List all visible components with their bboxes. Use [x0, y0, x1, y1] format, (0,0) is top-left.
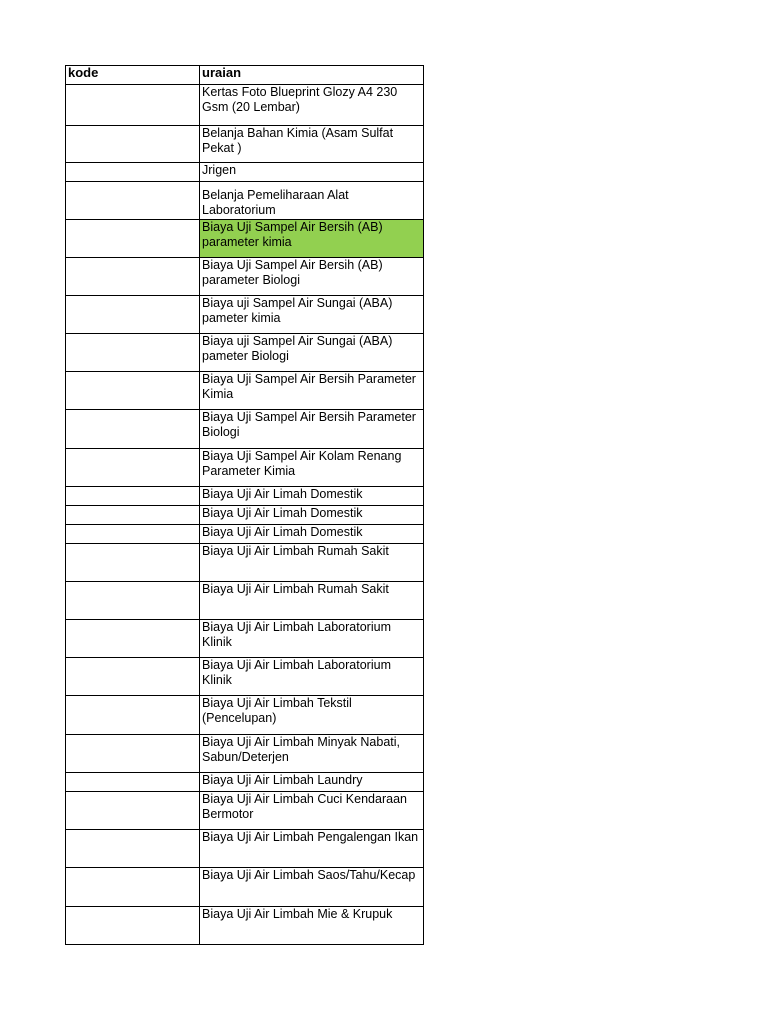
kode-cell[interactable]	[66, 258, 200, 296]
uraian-cell[interactable]: Biaya uji Sampel Air Sungai (ABA) pameter Biologi	[200, 334, 424, 372]
table-row	[66, 696, 424, 735]
table-row	[66, 126, 424, 163]
uraian-cell[interactable]: Biaya Uji Air Limbah Minyak Nabati, Sabun/Deterjen	[200, 735, 424, 773]
uraian-cell[interactable]: Biaya Uji Air Limah Domestik	[200, 487, 424, 506]
uraian-cell[interactable]: Biaya Uji Air Limbah Tekstil (Pencelupan)	[200, 696, 424, 735]
table-row	[66, 449, 424, 487]
kode-cell[interactable]	[66, 658, 200, 696]
kode-cell[interactable]	[66, 126, 200, 163]
kode-cell[interactable]	[66, 334, 200, 372]
table-row	[66, 220, 424, 258]
kode-cell[interactable]	[66, 544, 200, 582]
uraian-cell[interactable]: Biaya Uji Air Limah Domestik	[200, 525, 424, 544]
kode-cell[interactable]	[66, 220, 200, 258]
uraian-cell[interactable]: Kertas Foto Blueprint Glozy A4 230 Gsm (20 Lembar)	[200, 85, 424, 126]
table-row	[66, 163, 424, 182]
uraian-cell[interactable]: Biaya Uji Air Limbah Saos/Tahu/Kecap	[200, 868, 424, 907]
table-row	[66, 296, 424, 334]
table-row	[66, 620, 424, 658]
table-row	[66, 372, 424, 410]
table-row	[66, 582, 424, 620]
kode-cell[interactable]	[66, 525, 200, 544]
uraian-cell[interactable]: Biaya Uji Air Limbah Rumah Sakit	[200, 544, 424, 582]
table-row	[66, 792, 424, 830]
table-row	[66, 258, 424, 296]
uraian-cell[interactable]: Biaya Uji Sampel Air Kolam Renang Parameter Kimia	[200, 449, 424, 487]
table-row	[66, 334, 424, 372]
header-row	[66, 66, 424, 85]
header-kode[interactable]: kode	[66, 66, 200, 85]
table-row	[66, 487, 424, 506]
uraian-cell[interactable]: Biaya Uji Air Limbah Laundry	[200, 773, 424, 792]
uraian-cell[interactable]: Biaya Uji Air Limah Domestik	[200, 506, 424, 525]
kode-cell[interactable]	[66, 449, 200, 487]
table-row	[66, 735, 424, 773]
table-row	[66, 907, 424, 945]
kode-cell[interactable]	[66, 696, 200, 735]
uraian-cell[interactable]: Biaya Uji Air Limbah Laboratorium Klinik	[200, 658, 424, 696]
kode-cell[interactable]	[66, 506, 200, 525]
kode-cell[interactable]	[66, 372, 200, 410]
uraian-cell[interactable]: Jrigen	[200, 163, 424, 182]
uraian-cell[interactable]: Biaya uji Sampel Air Sungai (ABA) pameter kimia	[200, 296, 424, 334]
uraian-cell-highlighted[interactable]: Biaya Uji Sampel Air Bersih (AB) parameter kimia	[200, 220, 424, 258]
uraian-cell[interactable]: Biaya Uji Air Limbah Laboratorium Klinik	[200, 620, 424, 658]
kode-cell[interactable]	[66, 163, 200, 182]
table-row	[66, 182, 424, 220]
uraian-cell[interactable]: Biaya Uji Air Limbah Mie & Krupuk	[200, 907, 424, 945]
uraian-cell[interactable]: Biaya Uji Air Limbah Cuci Kendaraan Bermotor	[200, 792, 424, 830]
kode-cell[interactable]	[66, 868, 200, 907]
table-row	[66, 410, 424, 449]
kode-cell[interactable]	[66, 85, 200, 126]
table-row	[66, 506, 424, 525]
kode-cell[interactable]	[66, 582, 200, 620]
kode-cell[interactable]	[66, 182, 200, 220]
uraian-cell[interactable]: Belanja Bahan Kimia (Asam Sulfat Pekat )	[200, 126, 424, 163]
kode-cell[interactable]	[66, 620, 200, 658]
kode-cell[interactable]	[66, 735, 200, 773]
uraian-cell[interactable]: Biaya Uji Air Limbah Pengalengan Ikan	[200, 830, 424, 868]
data-table	[65, 65, 424, 945]
kode-cell[interactable]	[66, 410, 200, 449]
kode-cell[interactable]	[66, 830, 200, 868]
header-uraian[interactable]: uraian	[200, 66, 424, 85]
kode-cell[interactable]	[66, 907, 200, 945]
kode-cell[interactable]	[66, 792, 200, 830]
table-row	[66, 525, 424, 544]
uraian-cell[interactable]: Biaya Uji Air Limbah Rumah Sakit	[200, 582, 424, 620]
uraian-cell[interactable]: Belanja Pemeliharaan Alat Laboratorium	[200, 182, 424, 220]
kode-cell[interactable]	[66, 487, 200, 506]
table-row	[66, 773, 424, 792]
table-row	[66, 544, 424, 582]
uraian-cell[interactable]: Biaya Uji Sampel Air Bersih Parameter Kimia	[200, 372, 424, 410]
kode-cell[interactable]	[66, 773, 200, 792]
table-row	[66, 868, 424, 907]
uraian-cell[interactable]: Biaya Uji Sampel Air Bersih (AB) parameter Biologi	[200, 258, 424, 296]
kode-cell[interactable]	[66, 296, 200, 334]
table-row	[66, 658, 424, 696]
table-row	[66, 85, 424, 126]
table-row	[66, 830, 424, 868]
uraian-cell[interactable]: Biaya Uji Sampel Air Bersih Parameter Biologi	[200, 410, 424, 449]
